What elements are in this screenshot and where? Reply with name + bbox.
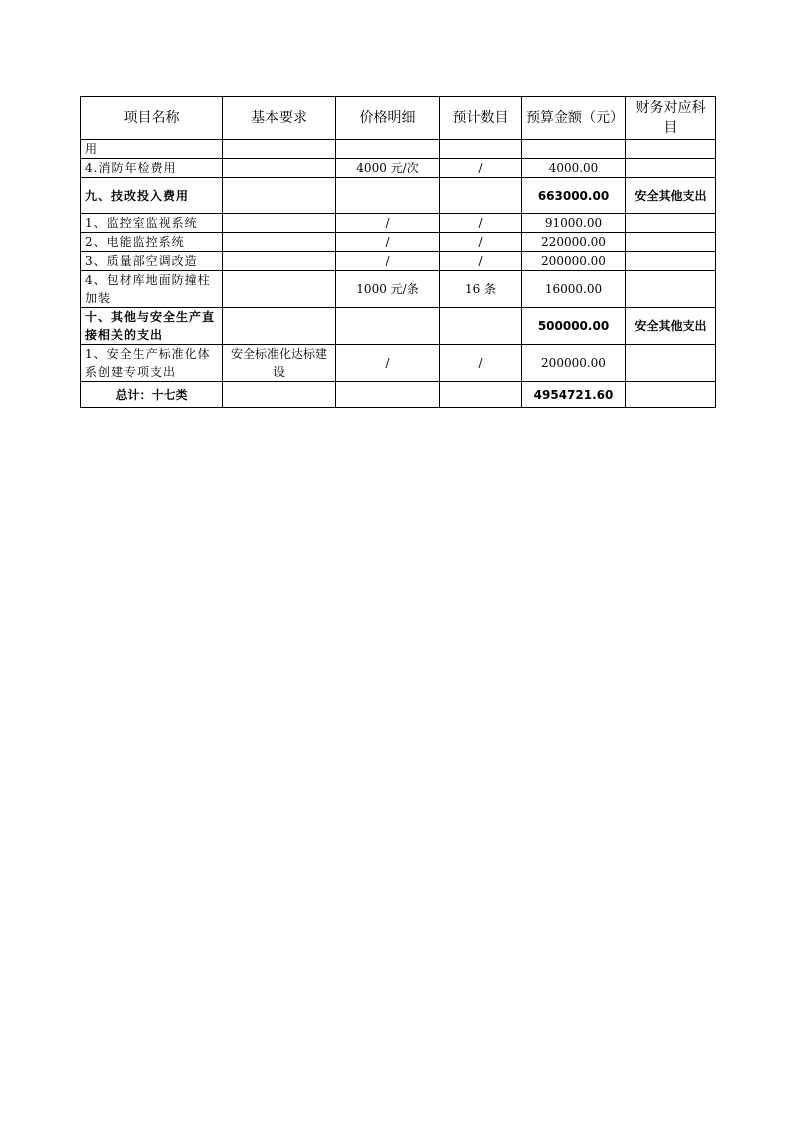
row-price [336,178,440,214]
row-name: 1、安全生产标准化体系创建专项支出 [81,345,223,382]
table-row [81,140,716,159]
header-budget-amount: 预算金额（元） [522,97,626,140]
table-row [81,345,716,382]
row-price: 4000 元/次 [336,159,440,178]
header-item-name: 项目名称 [81,97,223,140]
row-qty: / [440,345,522,382]
row-name: 用 [81,140,223,159]
header-quantity: 预计数目 [440,97,522,140]
row-subject [626,214,716,233]
row-price: / [336,252,440,271]
row-amount: 220000.00 [522,233,626,252]
row-requirement [223,252,336,271]
row-requirement [223,140,336,159]
row-qty: / [440,233,522,252]
row-requirement [223,159,336,178]
row-requirement [223,233,336,252]
row-price: 1000 元/条 [336,271,440,308]
row-requirement: 安全标准化达标建设 [223,345,336,382]
row-name: 4.消防年检费用 [81,159,223,178]
total-label: 总计：十七类 [81,382,223,408]
row-subject [626,271,716,308]
row-subject [626,382,716,408]
table-row [81,252,716,271]
row-requirement [223,308,336,345]
table-row [81,271,716,308]
row-amount: 200000.00 [522,252,626,271]
row-price [336,308,440,345]
budget-table [80,96,716,408]
row-name: 2、电能监控系统 [81,233,223,252]
table-row-total [81,382,716,408]
row-qty [440,308,522,345]
row-subject [626,233,716,252]
row-qty: / [440,252,522,271]
table-row [81,308,716,345]
row-name: 1、监控室监视系统 [81,214,223,233]
row-price: / [336,214,440,233]
row-amount: 91000.00 [522,214,626,233]
row-qty [440,178,522,214]
row-amount: 663000.00 [522,178,626,214]
row-qty: 16 条 [440,271,522,308]
header-requirement: 基本要求 [223,97,336,140]
table-row [81,159,716,178]
row-qty [440,140,522,159]
row-amount: 200000.00 [522,345,626,382]
table-row [81,233,716,252]
row-subject [626,159,716,178]
row-name: 十、其他与安全生产直接相关的支出 [81,308,223,345]
row-requirement [223,178,336,214]
row-requirement [223,382,336,408]
header-price-detail: 价格明细 [336,97,440,140]
row-qty: / [440,159,522,178]
row-subject: 安全其他支出 [626,308,716,345]
row-name: 4、包材库地面防撞柱加装 [81,271,223,308]
table-header-row [81,97,716,140]
header-finance-subject: 财务对应科目 [626,97,716,140]
row-qty [440,382,522,408]
row-amount: 4000.00 [522,159,626,178]
row-amount: 16000.00 [522,271,626,308]
row-name: 九、技改投入费用 [81,178,223,214]
row-requirement [223,271,336,308]
row-amount: 500000.00 [522,308,626,345]
row-price [336,382,440,408]
row-subject: 安全其他支出 [626,178,716,214]
row-subject [626,252,716,271]
table-row [81,214,716,233]
table-row [81,178,716,214]
row-price: / [336,345,440,382]
row-subject [626,140,716,159]
row-price: / [336,233,440,252]
row-price [336,140,440,159]
row-subject [626,345,716,382]
row-amount [522,140,626,159]
row-requirement [223,214,336,233]
row-name: 3、质量部空调改造 [81,252,223,271]
total-amount: 4954721.60 [522,382,626,408]
row-qty: / [440,214,522,233]
